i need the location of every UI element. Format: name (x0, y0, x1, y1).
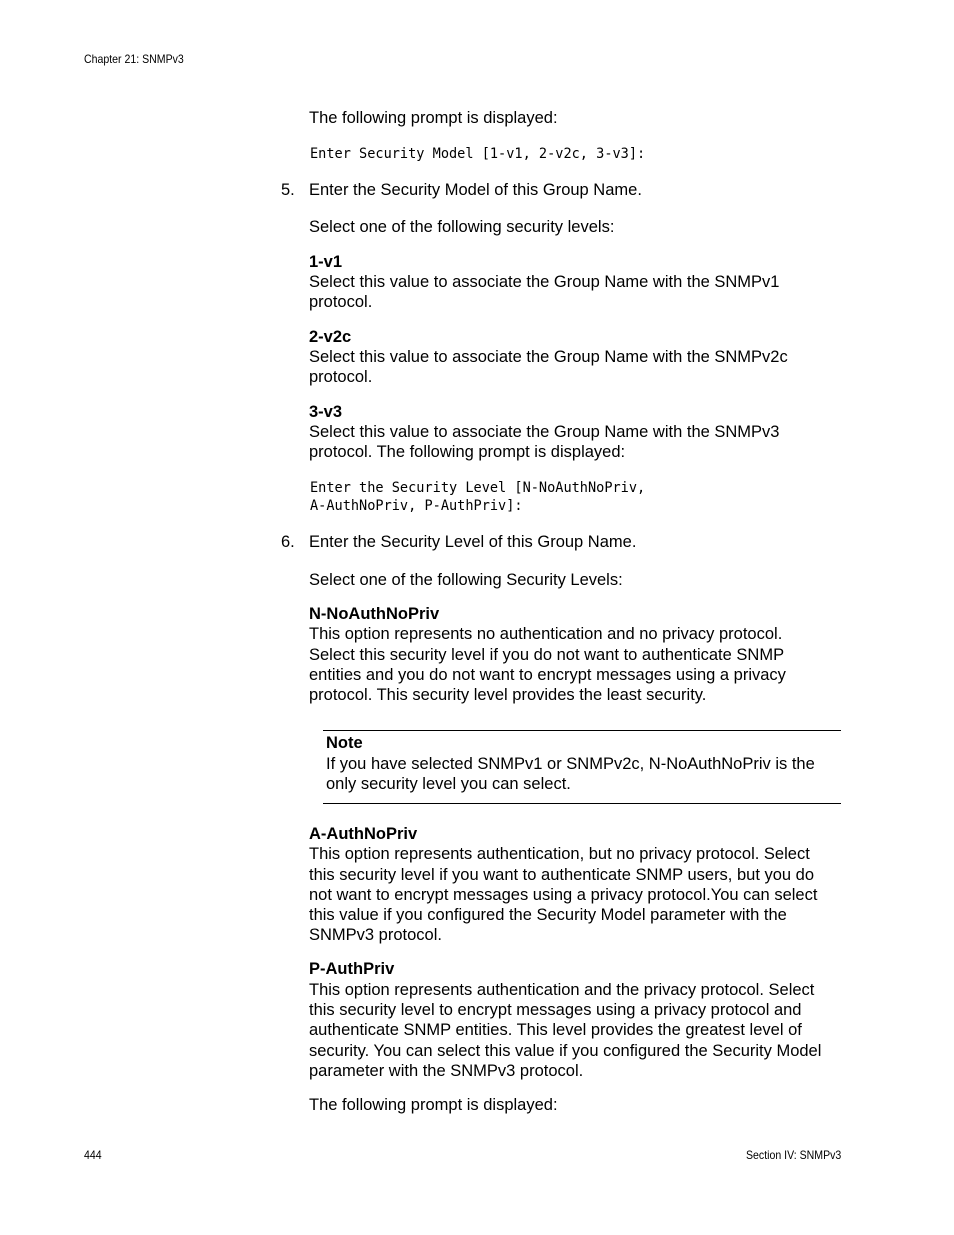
note-text-line: only security level you can select. (326, 775, 571, 793)
level-desc-line: this security level to encrypt messages using a privacy protocol and (309, 1001, 802, 1019)
level-desc-line: protocol. This security level provides the least security. (309, 686, 707, 704)
option-desc-line: Select this value to associate the Group Name with the SNMPv2c (309, 348, 788, 366)
level-title-n-noauthnopriv: N-NoAuthNoPriv (309, 605, 440, 623)
code-security-level-prompt-line: Enter the Security Level [N-NoAuthNoPriv, (310, 480, 646, 496)
level-desc-line: This option represents authentication, but no privacy protocol. Select (309, 845, 810, 863)
level-title-p-authpriv: P-AuthPriv (309, 960, 395, 978)
section-footer: Section IV: SNMPv3 (745, 1148, 841, 1162)
level-desc-line: not want to encrypt messages using a privacy protocol.You can select (309, 886, 818, 904)
option-title-2-v2c: 2-v2c (309, 328, 352, 346)
intro-prompt-text: The following prompt is displayed: (309, 109, 558, 127)
level-desc-line: entities and you do not want to encrypt messages using a privacy (309, 666, 786, 684)
level-desc-line: security. You can select this value if you configured the Security Model (309, 1042, 822, 1060)
step-6-select-text: Select one of the following Security Levels: (309, 571, 623, 589)
option-desc-line: protocol. (309, 293, 373, 311)
option-desc-line: Select this value to associate the Group Name with the SNMPv3 (309, 423, 780, 441)
note-top-rule (323, 730, 841, 731)
step-6-number: 6. (281, 533, 295, 551)
step-5-text: Enter the Security Model of this Group Name. (309, 181, 642, 199)
option-desc-line: protocol. The following prompt is displayed: (309, 443, 626, 461)
level-desc-line: This option represents authentication and the privacy protocol. Select (309, 981, 815, 999)
step-5-number: 5. (281, 181, 295, 199)
level-desc-line: parameter with the SNMPv3 protocol. (309, 1062, 584, 1080)
note-text-line: If you have selected SNMPv1 or SNMPv2c, N-NoAuthNoPriv is the (326, 755, 815, 773)
final-prompt-text: The following prompt is displayed: (309, 1096, 558, 1114)
chapter-header: Chapter 21: SNMPv3 (84, 52, 184, 66)
level-desc-line: authenticate SNMP entities. This level provides the greatest level of (309, 1021, 802, 1039)
page-number: 444 (84, 1148, 102, 1162)
level-desc-line: this security level if you want to authenticate SNMP users, but you do (309, 866, 815, 884)
option-desc-line: protocol. (309, 368, 373, 386)
level-desc-line: SNMPv3 protocol. (309, 926, 442, 944)
code-security-level-prompt-line: A-AuthNoPriv, P-AuthPriv]: (310, 498, 523, 514)
level-desc-line: This option represents no authentication and no privacy protocol. (309, 625, 783, 643)
level-desc-line: this value if you configured the Security Model parameter with the (309, 906, 787, 924)
level-desc-line: Select this security level if you do not want to authenticate SNMP (309, 646, 785, 664)
step-5-select-text: Select one of the following security levels: (309, 218, 615, 236)
level-title-a-authnopriv: A-AuthNoPriv (309, 825, 418, 843)
step-6-text: Enter the Security Level of this Group Name. (309, 533, 637, 551)
note-bottom-rule (323, 803, 841, 804)
option-title-1-v1: 1-v1 (309, 253, 343, 271)
option-desc-line: Select this value to associate the Group Name with the SNMPv1 (309, 273, 780, 291)
code-security-model-prompt: Enter Security Model [1-v1, 2-v2c, 3-v3]: (310, 146, 646, 162)
note-title: Note (326, 734, 363, 752)
option-title-3-v3: 3-v3 (309, 403, 343, 421)
